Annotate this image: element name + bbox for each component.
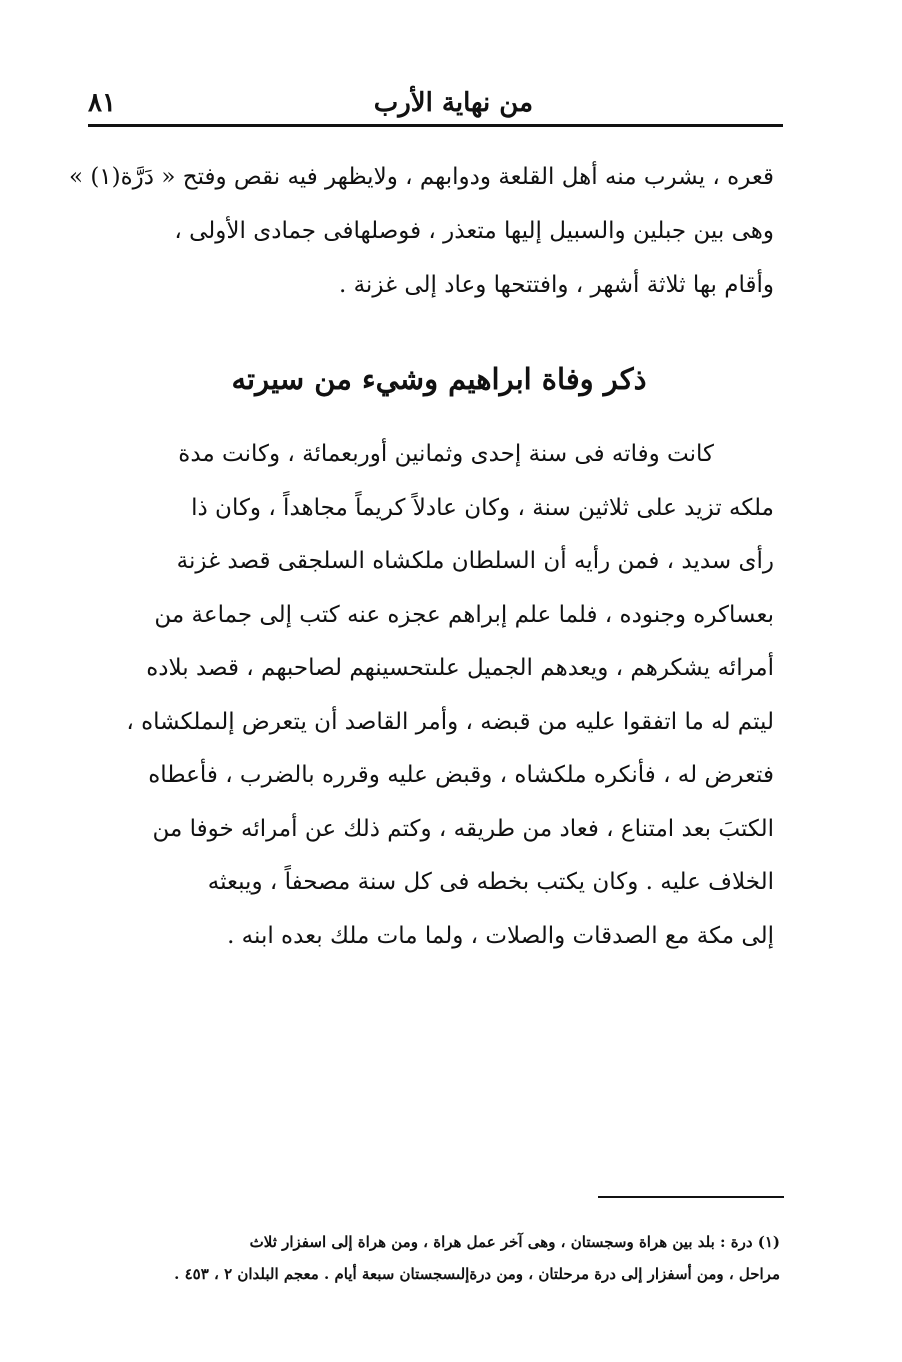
running-title: من نهاية الأرب [373, 88, 533, 118]
section-heading: ذكر وفاة ابراهيم وشيء من سيرته [231, 362, 647, 396]
text-line: وهى بين جبلين والسبيل إليها متعذر ، فوصلهافى جمادى الأولى ، [174, 218, 774, 244]
footnote-rule [598, 1196, 784, 1198]
main-paragraph [104, 428, 774, 963]
page-number: ٨١ [88, 88, 116, 118]
text-line: بعساكره وجنوده ، فلما علم إبراهم عجزه عنه كتب إلى جماعة من [154, 601, 774, 628]
text-line: فتعرض له ، فأنكره ملكشاه ، وقبض عليه وقرره بالضرب ، فأعطاه [148, 762, 774, 788]
running-header [88, 88, 783, 128]
text-line: ليتم له ما اتفقوا عليه من قبضه ، وأمر القاصد أن يتعرض إلىملكشاه ، [126, 708, 774, 735]
text-line: قعره ، يشرب منه أهل القلعة ودوابهم ، ولايظهر فيه نقص وفتح « دَرَّة(١) » [68, 164, 774, 190]
text-line: وأقام بها ثلاثة أشهر ، وافتتحها وعاد إلى غزنة . [338, 272, 774, 298]
text-line: ملكه تزيد على ثلاثين سنة ، وكان عادلاً كريماً مجاهداً ، وكان ذا [191, 494, 774, 521]
header-rule [88, 124, 783, 127]
text-line: أمرائه يشكرهم ، ويعدهم الجميل علىتحسينهم لصاحبهم ، قصد بلاده [146, 655, 774, 681]
text-line: الخلاف عليه . وكان يكتب بخطه فى كل سنة مصحفاً ، ويبعثه [207, 869, 774, 895]
footnote-line: (١) درة : بلد بين هراة وسجستان ، وهى آخر عمل هراة ، ومن هراة إلى اسفزار ثلاث [249, 1233, 780, 1251]
text-line: كانت وفاته فى سنة إحدى وثمانين أوربعمائة ، وكانت مدة [178, 441, 714, 467]
footnote-line: مراحل ، ومن أسفزار إلى درة مرحلتان ، ومن درةإلىسجستان سبعة أيام . معجم البلدان ٢ ، ٤٥٣ . [174, 1265, 780, 1283]
text-line: إلى مكة مع الصدقات والصلات ، ولما مات ملك بعده ابنه . [227, 922, 774, 949]
text-line: الكتبَ بعد امتناع ، فعاد من طريقه ، وكتم ذلك عن أمرائه خوفا من [152, 815, 774, 842]
top-paragraph [68, 150, 774, 312]
footnote [120, 1226, 780, 1290]
text-line: رأى سديد ، فمن رأيه أن السلطان ملكشاه السلجقى قصد غزنة [176, 548, 774, 574]
